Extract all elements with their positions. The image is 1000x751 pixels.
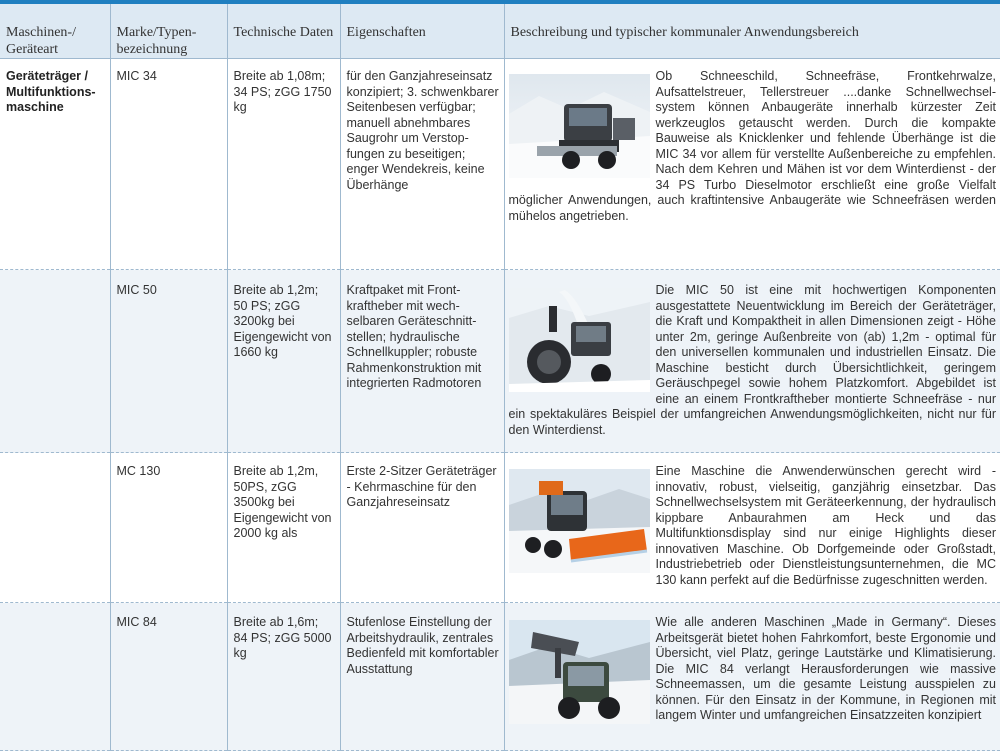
properties: Stufenlose Einstellung der Arbeitshydraulik, zentrales Bedienfeld mit komfortabler Ausstattung: [340, 603, 504, 751]
machine-category-empty: [0, 270, 110, 453]
description-text: Eine Maschine die Anwenderwünschen gerecht wird - innovativ, robust, vielseitig, ganzjährig einsetzbar. Das Schnellwechselsystem mit Geräteerkennung, der hydraulisch kippbare Anbaurahmen am Heck und das Multifunktionsdisplay sind nur einige Highlights dieser innovativen Maschine. Ob Dorfgemeinde oder Großstadt, Industriebetrieb oder Dienstleistungsunternehmen, die MC 130 kann perfekt auf die Bedürfnisse zugeschnitten werden.: [655, 464, 996, 587]
header-machine-type: Maschinen-/ Geräteart: [0, 4, 110, 59]
description-cell: [504, 270, 1000, 453]
header-row: [0, 4, 1000, 59]
table-row: [0, 270, 1000, 453]
header-tech-data: Technische Daten: [227, 4, 340, 59]
machine-category-empty: [0, 453, 110, 603]
tech-data: Breite ab 1,08m; 34 PS; zGG 1750 kg: [227, 59, 340, 270]
machine-photo-mic84: [509, 620, 650, 724]
description-text: Die MIC 50 ist eine mit hochwertigen Komponenten ausgestattete Neuentwicklung im Bereich der Geräteträger, die Kraft und Kompaktheit in allen Dimensionen zeigt - Höhe unter 2m, geringe Außenbreite von (ab) 1,2m - optimal für den universellen kommunalen und industriellen Einsatz. Die Maschine besticht durch Übersichtlichkeit, geringem Geräuschpegel sowie hohem Platzkomfort. Abgebildet ist eine an einem Frontkraftheber montierte Schneefräse - nur ein spektakuläres Beispiel der umfangreichen Anwendungsmöglichkeiten, nicht nur für den Winterdienst.: [508, 283, 996, 437]
model-name: MIC 50: [110, 270, 227, 453]
machine-photo-mic34: [509, 74, 650, 178]
tech-data: Breite ab 1,2m; 50 PS; zGG 3200kg bei Eigengewicht von 1660 kg: [227, 270, 340, 453]
tech-data: Breite ab 1,2m, 50PS, zGG 3500kg bei Eigengewicht von 2000 kg als: [227, 453, 340, 603]
machine-category: Geräteträger / Multifunktionsmaschine: [0, 59, 110, 270]
description-text: Ob Schneeschild, Schneefräse, Frontkehrwalze, Aufsattelstreuer, Tellerstreuer ....danke Schnellwechselsystem können Anbaugeräte innerhalb kürzester Zeit werkzeuglos getauscht werden. Durch die kompakte Bauweise als Knicklenker und fehlende Überhänge ist die MIC 34 vor allem für verstellte Außenbereiche zu empfehlen. Nach dem Kehren und Mähen ist vor dem Winterdienst - der 34 PS Turbo Dieselmotor erschließt eine große Vielfalt möglicher Anwendungen, auch kraftintensive Anbaugeräte wie Schneefräsen werden mühelos angetrieben.: [508, 69, 996, 223]
properties: für den Ganzjahreseinsatz konzipiert; 3. schwenkbarer Seitenbesen verfügbar; manuell abnehmbares Saugrohr um Verstopfungen zu beseitigen; enger Wendekreis, keine Überhänge: [340, 59, 504, 270]
description-cell: [504, 603, 1000, 751]
machine-table: [0, 4, 1000, 751]
table-row: [0, 453, 1000, 603]
table-row: [0, 603, 1000, 751]
header-properties: Eigenschaften: [340, 4, 504, 59]
model-name: MC 130: [110, 453, 227, 603]
model-name: MIC 34: [110, 59, 227, 270]
table-row: [0, 59, 1000, 270]
header-brand-model: Marke/Typenbezeichnung: [110, 4, 227, 59]
properties: Kraftpaket mit Frontkraftheber mit wechselbaren Geräteschnittstellen; hydraulische Schnellkuppler; robuste Rahmenkonstruktion mit integrierten Radmotoren: [340, 270, 504, 453]
properties: Erste 2-Sitzer Geräteträger - Kehrmaschine für den Ganzjahreseinsatz: [340, 453, 504, 603]
header-description: Beschreibung und typischer kommunaler Anwendungsbereich: [504, 4, 1000, 59]
machine-category-empty: [0, 603, 110, 751]
description-cell: [504, 59, 1000, 270]
model-name: MIC 84: [110, 603, 227, 751]
machine-photo-mc130: [509, 469, 650, 573]
description-cell: [504, 453, 1000, 603]
description-text: Wie alle anderen Maschinen „Made in Germany“. Dieses Arbeitsgerät bietet hohen Fahrkomfort, beste Ergonomie und Übersicht, viel Platz, geringe Lautstärke und Klimatisierung. Die MIC 84 verlangt Herausforderungen wie massive Schneemassen, um die gesamte Leistung ausspielen zu können. Für den Einsatz in der Kommune, in Regionen mit langem Winter und umfangreichen Einsatzzeiten konzipiert: [655, 615, 996, 722]
tech-data: Breite ab 1,6m; 84 PS; zGG 5000 kg: [227, 603, 340, 751]
machine-photo-mic50: [509, 288, 650, 392]
